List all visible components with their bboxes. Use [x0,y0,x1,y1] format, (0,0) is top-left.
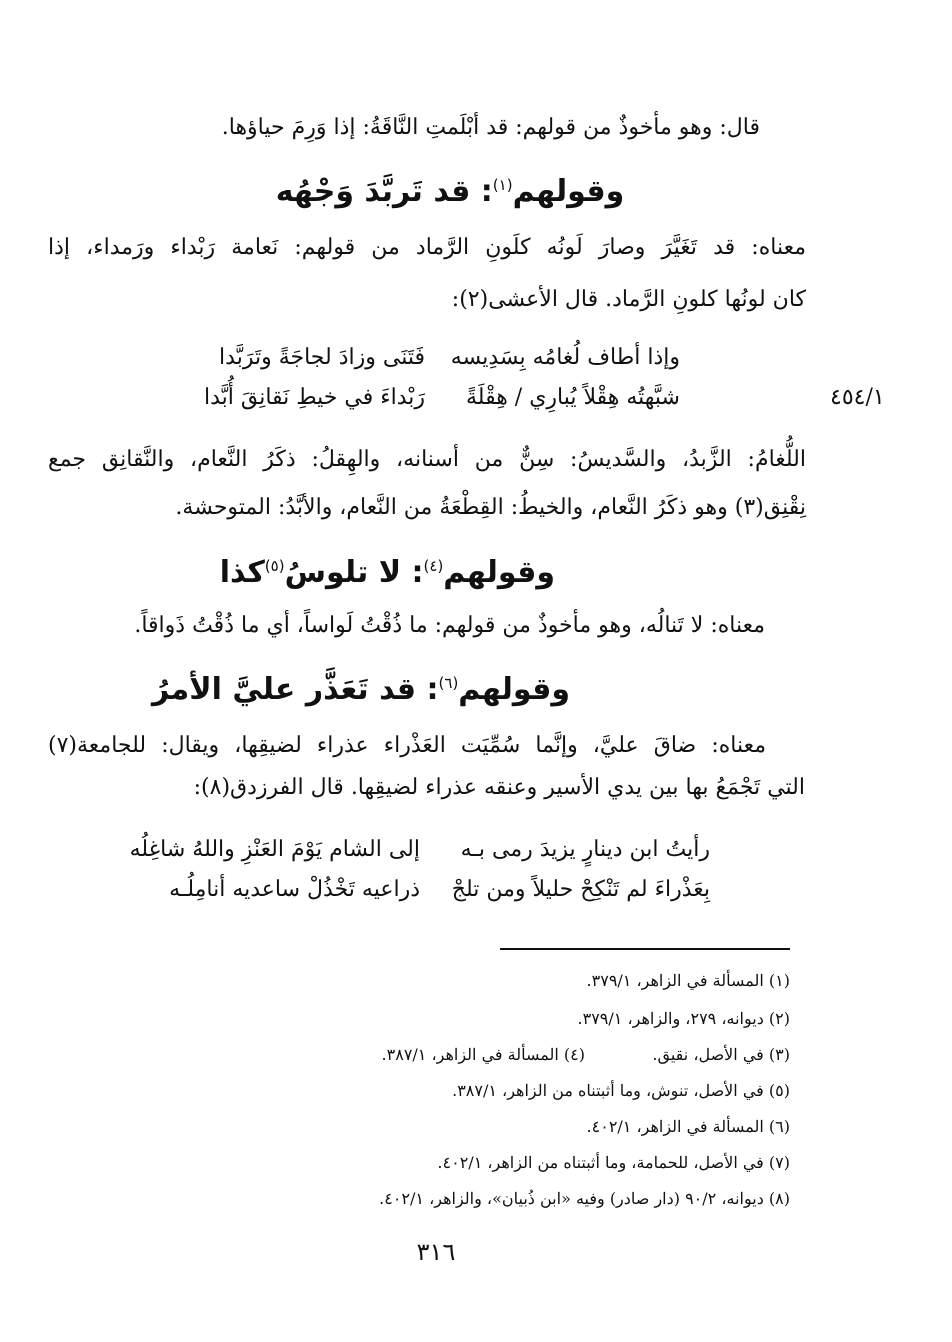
heading-title: : قد تَربَّدَ وَجْهُه [275,174,493,209]
verse-hemistich-right: شبَّهتُه هِقْلاً يُبارِي / هِقْلَةً [465,385,680,410]
verse-hemistich-left: ذراعيه تَخْذُلْ ساعديه أنامِلُـه [169,877,420,902]
body-line: نِقْنِق(٣) وهو ذكَرُ النَّعام، والخيطُ: القِطْعَةُ من النَّعام، والأبَّدُ: المتوحشة. [175,495,806,520]
footnote-ref: (٥) [264,557,285,575]
heading-title-tail: كذا [219,555,265,590]
footnote-ref: (١) [492,176,513,194]
footnote: (٨) ديوانه، ٩٠/٢ (دار صادر) وفيه «ابن ذُبيان»، والزاهر، ٤٠٢/١. [379,1189,790,1208]
body-line: معناه: لا تَنالُه، وهو مأخوذٌ من قولهم: ما ذُقْتُ لَواساً، أي ما ذُقْتُ ذَواقاً. [134,613,765,638]
body-line: التي تَجْمَعُ بها بين يدي الأسير وعنقه عذراء لضيقِها. قال الفرزدق(٨): [193,775,805,800]
verse-hemistich-left: رَبْداءَ في خيطِ نَقانِقَ أُبَّدا [203,385,425,410]
body-line: معناه: ضاقَ عليَّ، وإنَّما سُمِّيَت العَذْراء عذراء لضيقِها، ويقال: للجامعة(٧) [48,733,766,758]
footnote: (٥) في الأصل، تنوش، وما أثبتناه من الزاهر، ٣٨٧/١. [452,1081,790,1100]
body-line: قال: وهو مأخوذٌ من قولهم: قد أبْلَمتِ النَّاقَةُ: إذا وَرِمَ حياؤها. [221,115,760,140]
body-line: اللُّغامُ: الزَّبدُ، والسَّديسُ: سِنٌّ من أسنانه، والهِقلُ: ذكَرُ النَّعام، والنَّقانِق جمع [48,447,806,472]
verse-hemistich-right: وإذا أطاف لُغامُه بِسَدِيسه [450,345,680,370]
footnote-ref: (٦) [438,674,459,692]
verse-hemistich-right: رأيتُ ابن دينارٍ يزيدَ رمى بـه [460,837,710,862]
footnote: (٢) ديوانه، ٢٧٩، والزاهر، ٣٧٩/١. [577,1009,790,1028]
footnote: (٣) في الأصل، نقيق. [652,1045,790,1064]
footnote: (٤) المسألة في الزاهر، ٣٨٧/١. [381,1045,585,1064]
section-heading [152,660,570,713]
section-heading [250,162,650,215]
verse-hemistich-left: إلى الشام يَوْمَ العَنْزِ واللهُ شاغِلُه [129,837,420,862]
heading-prefix: وقولهم [458,672,570,707]
heading-title: : لا تلوسُ [284,555,424,590]
footnote-ref: (٤) [423,557,444,575]
footnote: (٦) المسألة في الزاهر، ٤٠٢/١. [586,1117,790,1136]
footnote: (١) المسألة في الزاهر، ٣٧٩/١. [586,971,790,990]
heading-prefix: وقولهم [512,174,625,209]
footnote: (٧) في الأصل، للحمامة، وما أثبتناه من الزاهر، ٤٠٢/١. [437,1153,790,1172]
section-heading [219,543,555,596]
heading-prefix: وقولهم [443,555,555,590]
body-line: كان لونُها كلونِ الرَّماد. قال الأعشى(٢): [451,287,806,312]
heading-title: : قد تَعَذَّر عليَّ الأمرُ [152,672,439,707]
footnote-separator [500,948,790,950]
verse-hemistich-left: فَتَنَى وزادَ لجاجَةً وتَرَبَّدا [219,345,425,370]
body-line: معناه: قد تَغَيَّرَ وصارَ لَونُه كلَونِ الرَّماد من قولهم: نَعامة رَبْداء ورَمداء، إذا [48,235,806,260]
marginal-reference: ٤٥٤/١ [830,385,885,410]
verse-hemistich-right: بِعَذْراءَ لم تَنْكِحْ حليلاً ومن تلجْ [451,877,710,902]
page-number: ٣١٦ [416,1238,456,1266]
